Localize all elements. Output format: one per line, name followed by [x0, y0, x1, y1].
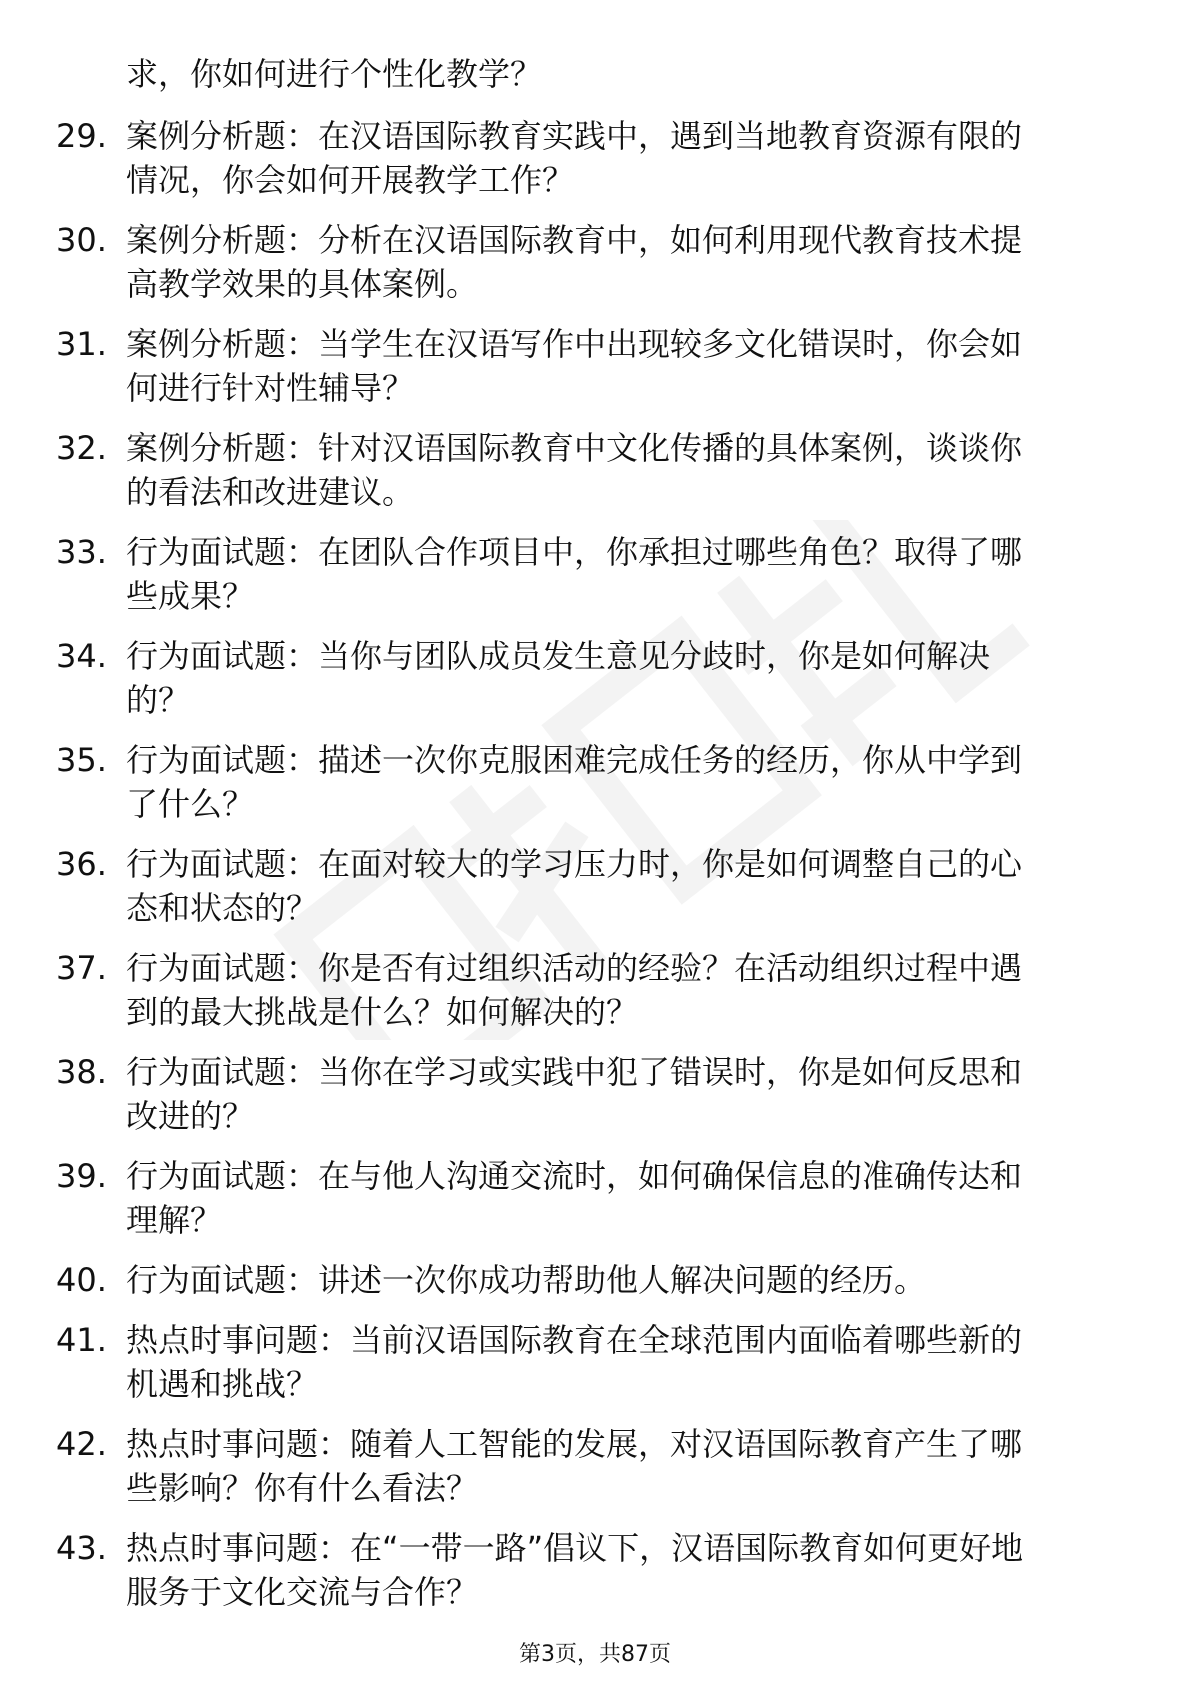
question-item — [56, 1422, 1116, 1526]
question-item — [56, 1318, 1116, 1422]
question-item — [56, 634, 1116, 738]
question-text-line: 案例分析题：分析在汉语国际教育中，如何利用现代教育技术提 — [126, 221, 1023, 259]
question-item — [56, 946, 1116, 1050]
page-footer: 第3页，共87页 — [519, 1642, 671, 1667]
question-number: 30. — [56, 221, 107, 259]
question-item — [56, 426, 1116, 530]
question-number: 36. — [56, 845, 107, 883]
question-text — [126, 1318, 1116, 1406]
question-text-line: 行为面试题：当你与团队成员发生意见分歧时，你是如何解决 — [126, 637, 991, 675]
question-number: 32. — [56, 429, 107, 467]
question-text — [126, 1154, 1116, 1242]
question-text-line: 服务于文化交流与合作？ — [126, 1573, 479, 1611]
question-text-line: 情况，你会如何开展教学工作？ — [126, 161, 575, 199]
question-text-line: 行为面试题：在团队合作项目中，你承担过哪些角色？取得了哪 — [126, 533, 1023, 571]
question-text — [126, 322, 1116, 410]
question-text — [126, 842, 1116, 930]
question-text-line: 行为面试题：描述一次你克服困难完成任务的经历，你从中学到 — [126, 741, 1023, 779]
question-number: 43. — [56, 1529, 107, 1567]
question-text-line: 行为面试题：讲述一次你成功帮助他人解决问题的经历。 — [126, 1261, 927, 1299]
question-text-line: 热点时事问题：在“一带一路”倡议下，汉语国际教育如何更好地 — [126, 1529, 1024, 1567]
question-item — [56, 738, 1116, 842]
question-text-line: 的？ — [126, 681, 191, 719]
question-text — [126, 426, 1116, 514]
question-text — [126, 218, 1116, 306]
continued-question-text: 求，你如何进行个性化教学？ — [126, 55, 543, 93]
question-text — [126, 530, 1116, 618]
question-item — [56, 1154, 1116, 1258]
question-number: 39. — [56, 1157, 107, 1195]
question-text-line: 的看法和改进建议。 — [126, 473, 415, 511]
question-item — [56, 1050, 1116, 1154]
question-number: 31. — [56, 325, 107, 363]
question-text — [126, 1050, 1116, 1138]
question-text-line: 案例分析题：在汉语国际教育实践中，遇到当地教育资源有限的 — [126, 117, 1023, 155]
question-item — [56, 1258, 1116, 1318]
question-text-line: 热点时事问题：当前汉语国际教育在全球范围内面临着哪些新的 — [126, 1321, 1023, 1359]
question-text-line: 到的最大挑战是什么？如何解决的？ — [126, 993, 639, 1031]
question-text-line: 些影响？你有什么看法？ — [126, 1469, 479, 1507]
question-text — [126, 946, 1116, 1034]
question-text-line: 热点时事问题：随着人工智能的发展，对汉语国际教育产生了哪 — [126, 1425, 1023, 1463]
question-list — [56, 114, 1116, 1630]
question-number: 38. — [56, 1053, 107, 1091]
question-text-line: 机遇和挑战？ — [126, 1365, 319, 1403]
question-number: 34. — [56, 637, 107, 675]
question-text-line: 高教学效果的具体案例。 — [126, 265, 479, 303]
question-text-line: 改进的？ — [126, 1097, 255, 1135]
question-item — [56, 842, 1116, 946]
question-item — [56, 322, 1116, 426]
question-text — [126, 114, 1116, 202]
question-text-line: 理解？ — [126, 1201, 223, 1239]
question-number: 42. — [56, 1425, 107, 1463]
question-text-line: 案例分析题：当学生在汉语写作中出现较多文化错误时，你会如 — [126, 325, 1023, 363]
question-text-line: 行为面试题：当你在学习或实践中犯了错误时，你是如何反思和 — [126, 1053, 1023, 1091]
question-item — [56, 1526, 1116, 1630]
question-number: 33. — [56, 533, 107, 571]
question-number: 37. — [56, 949, 107, 987]
question-item — [56, 530, 1116, 634]
question-item — [56, 114, 1116, 218]
question-text-line: 案例分析题：针对汉语国际教育中文化传播的具体案例，谈谈你 — [126, 429, 1023, 467]
question-text — [126, 738, 1116, 826]
question-text-line: 行为面试题：在与他人沟通交流时，如何确保信息的准确传达和 — [126, 1157, 1023, 1195]
question-text — [126, 1422, 1116, 1510]
question-text — [126, 634, 1116, 722]
question-text-line: 何进行针对性辅导？ — [126, 369, 415, 407]
question-number: 40. — [56, 1261, 107, 1299]
question-text-line: 态和状态的？ — [126, 889, 319, 927]
question-text-line: 行为面试题：在面对较大的学习压力时，你是如何调整自己的心 — [126, 845, 1023, 883]
question-text-line: 了什么？ — [126, 785, 255, 823]
question-text — [126, 1258, 1116, 1302]
question-text — [126, 1526, 1116, 1614]
question-number: 41. — [56, 1321, 107, 1359]
question-number: 29. — [56, 117, 107, 155]
question-number: 35. — [56, 741, 107, 779]
question-text-line: 些成果？ — [126, 577, 255, 615]
question-text-line: 行为面试题：你是否有过组织活动的经验？在活动组织过程中遇 — [126, 949, 1023, 987]
question-item — [56, 218, 1116, 322]
